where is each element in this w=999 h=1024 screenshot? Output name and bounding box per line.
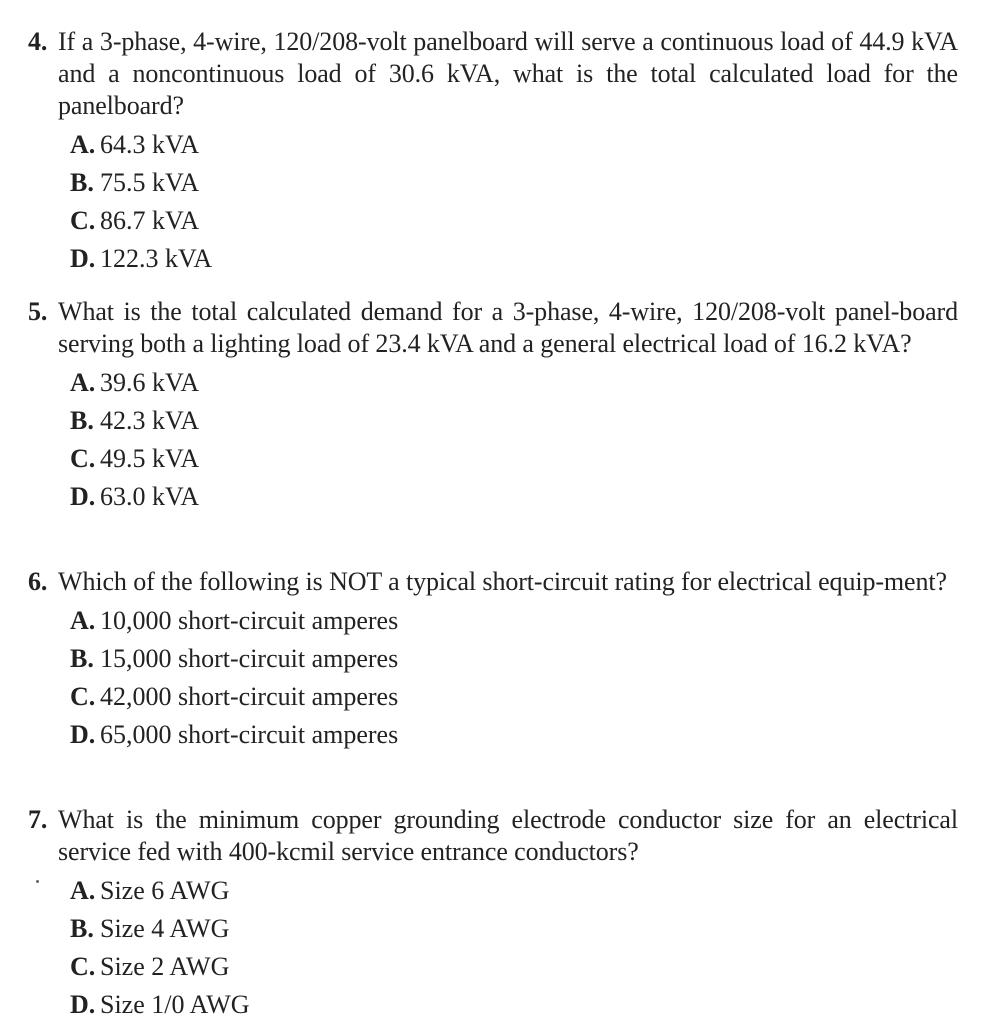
question-text: Which of the following is NOT a typical short-circuit rating for electrical equip-ment?: [58, 567, 947, 596]
choice-text: Size 2 AWG: [100, 952, 230, 981]
choice-text: 10,000 short-circuit amperes: [100, 606, 399, 635]
question-stem: [28, 566, 958, 598]
choice-letter: C.: [70, 682, 96, 711]
question-6: [28, 566, 958, 754]
answer-choices: [28, 364, 958, 516]
choice-b[interactable]: [70, 910, 958, 948]
question-number: 4.: [28, 27, 48, 56]
choice-a[interactable]: [70, 364, 958, 402]
question-4: [28, 26, 958, 278]
choice-letter: A.: [70, 606, 96, 635]
answer-choices: [28, 602, 958, 754]
choice-c[interactable]: [70, 948, 958, 986]
choice-letter: A.: [70, 368, 96, 397]
choice-text: 39.6 kVA: [100, 368, 200, 397]
choice-letter: D.: [70, 244, 96, 273]
question-text: What is the total calculated demand for a 3-phase, 4-wire, 120/208-volt panel-board serving both a lighting load of 23.4 kVA and a general electrical load of 16.2 kVA?: [58, 297, 958, 358]
choice-letter: D.: [70, 990, 96, 1019]
choice-letter: A.: [70, 876, 96, 905]
choice-b[interactable]: [70, 402, 958, 440]
choice-text: 63.0 kVA: [100, 482, 200, 511]
choice-text: Size 4 AWG: [100, 914, 230, 943]
question-stem: [28, 26, 958, 122]
choice-d[interactable]: [70, 478, 958, 516]
answer-choices: [28, 872, 958, 1024]
choice-b[interactable]: [70, 640, 958, 678]
choice-letter: C.: [70, 952, 96, 981]
choice-text: 15,000 short-circuit amperes: [100, 644, 399, 673]
choice-text: Size 6 AWG: [100, 876, 230, 905]
choice-a[interactable]: [70, 602, 958, 640]
choice-letter: B.: [70, 644, 94, 673]
choice-text: 49.5 kVA: [100, 444, 200, 473]
choice-c[interactable]: [70, 678, 958, 716]
choice-letter: D.: [70, 482, 96, 511]
choice-letter: C.: [70, 444, 96, 473]
choice-letter: C.: [70, 206, 96, 235]
choice-letter: D.: [70, 720, 96, 749]
question-text: What is the minimum copper grounding electrode conductor size for an electrical service fed with 400-kcmil service entrance conductors?: [58, 805, 958, 866]
question-stem: [28, 804, 958, 868]
question-5: [28, 296, 958, 516]
choice-text: 86.7 kVA: [100, 206, 200, 235]
question-text: If a 3-phase, 4-wire, 120/208-volt panelboard will serve a continuous load of 44.9 kVA and a noncontinuous load of 30.6 kVA, what is the total calculated load for the panelboard?: [58, 27, 958, 120]
choice-a[interactable]: [70, 126, 958, 164]
choice-text: Size 1/0 AWG: [100, 990, 250, 1019]
choice-b[interactable]: [70, 164, 958, 202]
question-number: 7.: [28, 805, 48, 834]
scan-speck: [36, 880, 39, 883]
question-stem: [28, 296, 958, 360]
choice-text: 64.3 kVA: [100, 130, 200, 159]
question-number: 6.: [28, 567, 48, 596]
choice-text: 42,000 short-circuit amperes: [100, 682, 399, 711]
choice-d[interactable]: [70, 240, 958, 278]
choice-text: 122.3 kVA: [100, 244, 213, 273]
choice-d[interactable]: [70, 986, 958, 1024]
choice-d[interactable]: [70, 716, 958, 754]
choice-letter: A.: [70, 130, 96, 159]
choice-c[interactable]: [70, 440, 958, 478]
choice-letter: B.: [70, 168, 94, 197]
choice-a[interactable]: [70, 872, 958, 910]
choice-text: 75.5 kVA: [100, 168, 200, 197]
choice-c[interactable]: [70, 202, 958, 240]
question-number: 5.: [28, 297, 48, 326]
answer-choices: [28, 126, 958, 278]
question-7: [28, 804, 958, 1024]
choice-text: 65,000 short-circuit amperes: [100, 720, 399, 749]
choice-text: 42.3 kVA: [100, 406, 200, 435]
choice-letter: B.: [70, 406, 94, 435]
choice-letter: B.: [70, 914, 94, 943]
